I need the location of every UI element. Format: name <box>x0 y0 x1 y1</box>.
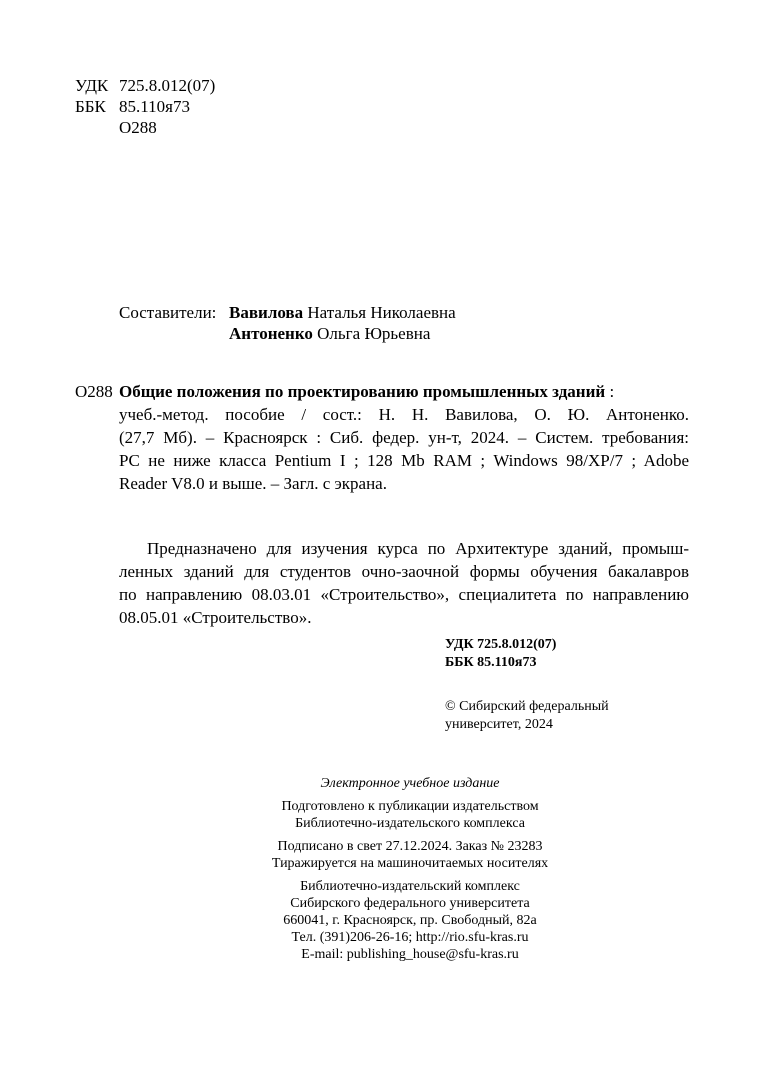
compiler-1 <box>229 302 456 323</box>
bib-line-1 <box>119 381 689 402</box>
bib-line-3: (27,7 Мб). – Красноярск : Сиб. федер. ун-т, 2024. – Систем. требования: <box>119 428 689 447</box>
compiler-2 <box>229 323 430 344</box>
bib-line-5: Reader V8.0 и выше. – Загл. с экрана. <box>119 474 387 493</box>
annotation-line-4: 08.05.01 «Строительство». <box>119 608 312 627</box>
compiler-1-names: Наталья Николаевна <box>307 303 456 322</box>
bib-mark: О288 <box>75 382 113 401</box>
bib-title-tail: : <box>605 382 615 401</box>
bib-title: Общие положения по проектированию промышленных зданий <box>119 382 606 401</box>
annotation-line-3: по направлению 08.03.01 «Строительство», специалитета по направлению <box>119 585 689 604</box>
udk-label: УДК <box>75 76 109 95</box>
annotation-line-2: ленных зданий для студентов очно-заочной формы обучения бакалавров <box>119 562 689 581</box>
address-line: 660041, г. Красноярск, пр. Свободный, 82а <box>283 913 537 928</box>
copyright-line-2: университет, 2024 <box>445 717 553 732</box>
compiler-2-names: Ольга Юрьевна <box>317 324 431 343</box>
compiler-2-surname: Антоненко <box>229 324 313 343</box>
replicated-line: Тиражируется на машиночитаемых носителях <box>271 856 549 871</box>
prepared-line-2: Библиотечно-издательского комплекса <box>295 816 525 831</box>
udk-value: 725.8.012(07) <box>119 76 216 95</box>
compiler-1-surname: Вавилова <box>229 303 304 322</box>
bbk-value: 85.110я73 <box>119 97 190 116</box>
author-mark: О288 <box>119 118 157 137</box>
annotation-line-1: Предназначено для изучения курса по Архитектуре зданий, промыш- <box>147 539 689 558</box>
edition-type: Электронное учебное издание <box>320 776 500 791</box>
compilers-label: Составители: <box>119 303 217 322</box>
bib-line-4: PC не ниже класса Pentium I ; 128 Mb RAM ; Windows 98/XP/7 ; Adobe <box>119 451 689 470</box>
signed-line: Подписано в свет 27.12.2024. Заказ № 23283 <box>277 839 543 854</box>
bbk-label: ББК <box>75 97 106 116</box>
bib-line-2: учеб.-метод. пособие / сост.: Н. Н. Вавилова, О. Ю. Антоненко. <box>119 405 689 424</box>
publisher-line-2: Сибирского федерального университета <box>290 896 530 911</box>
phone-line: Тел. (391)206-26-16; http://rio.sfu-kras.ru <box>291 930 529 945</box>
prepared-line-1: Подготовлено к публикации издательством <box>281 799 539 814</box>
publisher-line-1: Библиотечно-издательский комплекс <box>300 879 520 894</box>
copyright-line-1: © Сибирский федеральный <box>445 699 609 714</box>
email-line: E-mail: publishing_house@sfu-kras.ru <box>301 947 519 962</box>
bbk-repeat: ББК 85.110я73 <box>445 655 537 670</box>
udk-repeat: УДК 725.8.012(07) <box>445 637 557 652</box>
